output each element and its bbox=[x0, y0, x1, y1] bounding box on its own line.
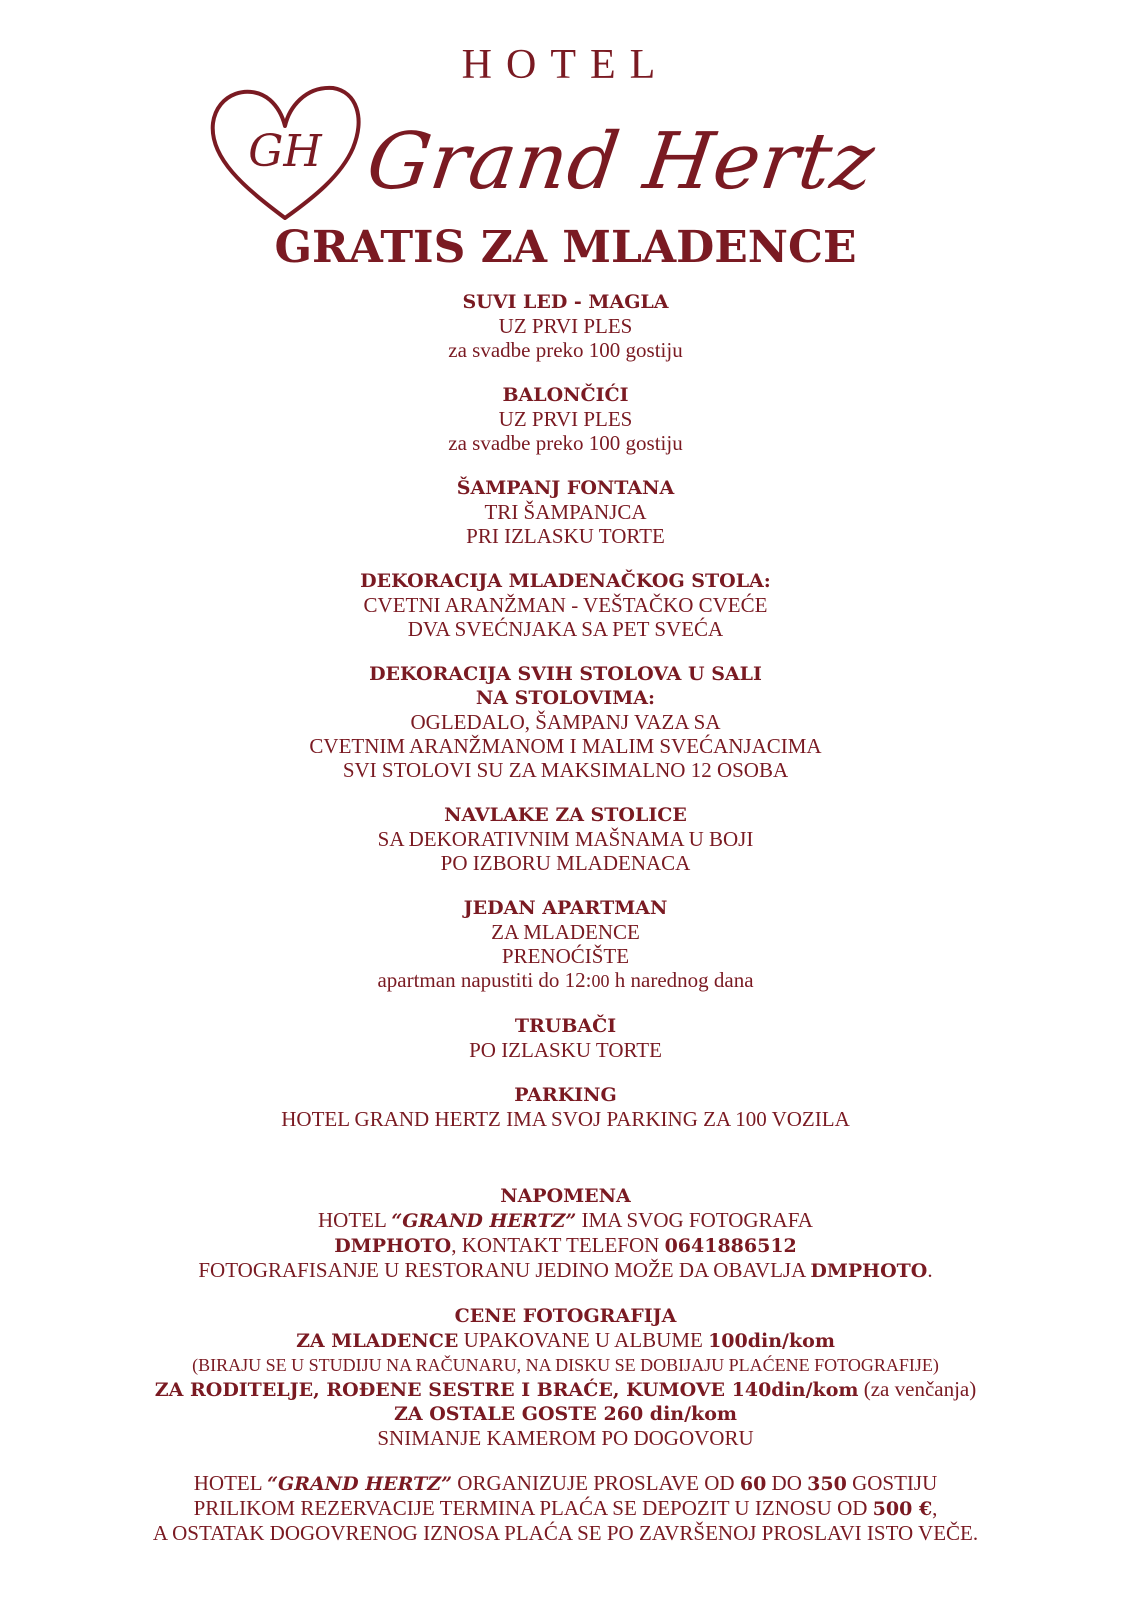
price-label: ZA RODITELJE, ROĐENE SESTRE I BRAĆE, KUMOVE 140din/kom bbox=[154, 1379, 859, 1401]
section-footer bbox=[0, 1471, 1131, 1545]
footer-line bbox=[0, 1496, 1131, 1521]
logo-script-name: Grand Hertz bbox=[361, 117, 881, 207]
price-note: (BIRAJU SE U STUDIJU NA RAČUNARU, NA DISKU SE DOBIJAJU PLAĆENE FOTOGRAFIJE) bbox=[192, 1355, 939, 1375]
section-heading: SUVI LED - MAGLA bbox=[462, 291, 669, 313]
section-heading: TRUBAČI bbox=[514, 1015, 617, 1037]
hotel-name: “GRAND HERTZ” bbox=[391, 1210, 577, 1232]
section-line: za svadbe preko 100 gostiju bbox=[448, 431, 683, 455]
section-baloncici bbox=[0, 383, 1131, 455]
section-navlake bbox=[0, 803, 1131, 875]
note-line bbox=[0, 1258, 1131, 1283]
hotel-logo bbox=[0, 30, 1131, 240]
section-sampanj-fontana bbox=[0, 476, 1131, 548]
photographer-name: DMPHOTO bbox=[810, 1260, 928, 1282]
price-line: SNIMANJE KAMEROM PO DOGOVORU bbox=[377, 1426, 754, 1450]
section-line: UZ PRVI PLES bbox=[498, 407, 633, 431]
section-heading: BALONČIĆI bbox=[502, 384, 629, 406]
section-line: TRI ŠAMPANJCA bbox=[484, 500, 647, 524]
note-text: IMA SVOG FOTOGRAFA bbox=[576, 1208, 813, 1232]
section-line: CVETNIM ARANŽMANOM I MALIM SVEĆANJACIMA bbox=[309, 734, 822, 758]
section-heading: JEDAN APARTMAN bbox=[463, 897, 668, 919]
note-text: , KONTAKT TELEFON bbox=[451, 1233, 665, 1257]
price-line bbox=[0, 1377, 1131, 1402]
section-line: za svadbe preko 100 gostiju bbox=[448, 338, 683, 362]
section-line: HOTEL GRAND HERTZ IMA SVOJ PARKING ZA 100 VOZILA bbox=[281, 1107, 850, 1131]
section-heading: DEKORACIJA SVIH STOLOVA U SALI bbox=[369, 663, 762, 685]
section-line bbox=[0, 968, 1131, 993]
max-guests: 350 bbox=[807, 1473, 847, 1495]
footer-line: A OSTATAK DOGOVRENOG IZNOSA PLAĆA SE PO ZAVRŠENOJ PROSLAVI ISTO VEČE. bbox=[152, 1521, 979, 1545]
price-text: UPAKOVANE U ALBUME bbox=[458, 1328, 709, 1352]
section-napomena bbox=[0, 1184, 1131, 1283]
section-line: PRENOĆIŠTE bbox=[501, 944, 630, 968]
footer-text: HOTEL bbox=[193, 1471, 268, 1495]
section-subheading: NA STOLOVIMA: bbox=[475, 687, 656, 709]
checkout-text: apartman napustiti do 12: bbox=[377, 968, 592, 992]
section-heading: DEKORACIJA MLADENAČKOG STOLA: bbox=[360, 570, 771, 592]
price-line bbox=[0, 1328, 1131, 1353]
note-line bbox=[0, 1233, 1131, 1258]
note-text: HOTEL bbox=[318, 1208, 392, 1232]
section-heading: NAPOMENA bbox=[500, 1185, 631, 1207]
logo-monogram: GH bbox=[248, 126, 322, 177]
price-text: (za venčanja) bbox=[858, 1377, 977, 1401]
section-line: PO IZLASKU TORTE bbox=[469, 1038, 662, 1062]
deposit-amount: 500 € bbox=[872, 1498, 933, 1520]
section-line: ZA MLADENCE bbox=[491, 920, 640, 944]
hotel-name: “GRAND HERTZ” bbox=[267, 1473, 453, 1495]
section-line: PRI IZLASKU TORTE bbox=[466, 524, 665, 548]
page-title: GRATIS ZA MLADENCE bbox=[274, 222, 857, 273]
checkout-minutes: 00 bbox=[591, 971, 610, 991]
section-parking bbox=[0, 1083, 1131, 1131]
section-line: UZ PRVI PLES bbox=[498, 314, 633, 338]
photographer-name: DMPHOTO bbox=[334, 1235, 452, 1257]
note-text: FOTOGRAFISANJE U RESTORANU JEDINO MOŽE DA OBAVLJA bbox=[198, 1258, 811, 1282]
section-heading: ŠAMPANJ FONTANA bbox=[456, 477, 675, 499]
footer-text: ORGANIZUJE PROSLAVE OD bbox=[452, 1471, 740, 1495]
section-line: SVI STOLOVI SU ZA MAKSIMALNO 12 OSOBA bbox=[342, 758, 789, 782]
content bbox=[0, 290, 1131, 1566]
price-line: ZA OSTALE GOSTE 260 din/kom bbox=[393, 1403, 737, 1425]
section-dekoracija-stola bbox=[0, 569, 1131, 641]
section-cene-fotografija bbox=[0, 1304, 1131, 1450]
price-label: ZA MLADENCE bbox=[296, 1330, 459, 1352]
section-heading: PARKING bbox=[514, 1084, 617, 1106]
min-guests: 60 bbox=[739, 1473, 767, 1495]
section-suvi-led bbox=[0, 290, 1131, 362]
footer-text: DO bbox=[766, 1471, 808, 1495]
checkout-text-end: h narednog dana bbox=[609, 968, 754, 992]
section-line: OGLEDALO, ŠAMPANJ VAZA SA bbox=[410, 710, 721, 734]
logo-hotel-word: HOTEL bbox=[461, 42, 670, 88]
section-line: PO IZBORU MLADENACA bbox=[440, 851, 691, 875]
spacer bbox=[0, 1152, 1131, 1184]
section-apartman bbox=[0, 896, 1131, 993]
footer-text: GOSTIJU bbox=[846, 1471, 938, 1495]
section-heading: CENE FOTOGRAFIJA bbox=[454, 1305, 677, 1327]
section-line: DVA SVEĆNJAKA SA PET SVEĆA bbox=[407, 617, 724, 641]
price-value: 100din/kom bbox=[708, 1330, 835, 1352]
section-trubaci bbox=[0, 1014, 1131, 1062]
section-line: CVETNI ARANŽMAN - VEŠTAČKO CVEĆE bbox=[363, 593, 768, 617]
section-heading: NAVLAKE ZA STOLICE bbox=[444, 804, 687, 826]
footer-line bbox=[0, 1471, 1131, 1496]
section-dekoracija-stolova bbox=[0, 662, 1131, 782]
note-text: . bbox=[927, 1258, 933, 1282]
footer-text: , bbox=[932, 1496, 938, 1520]
phone-number: 0641886512 bbox=[664, 1235, 797, 1257]
footer-text: PRILIKOM REZERVACIJE TERMINA PLAĆA SE DEPOZIT U IZNOSU OD bbox=[193, 1496, 873, 1520]
note-line bbox=[0, 1208, 1131, 1233]
section-line: SA DEKORATIVNIM MAŠNAMA U BOJI bbox=[377, 827, 754, 851]
